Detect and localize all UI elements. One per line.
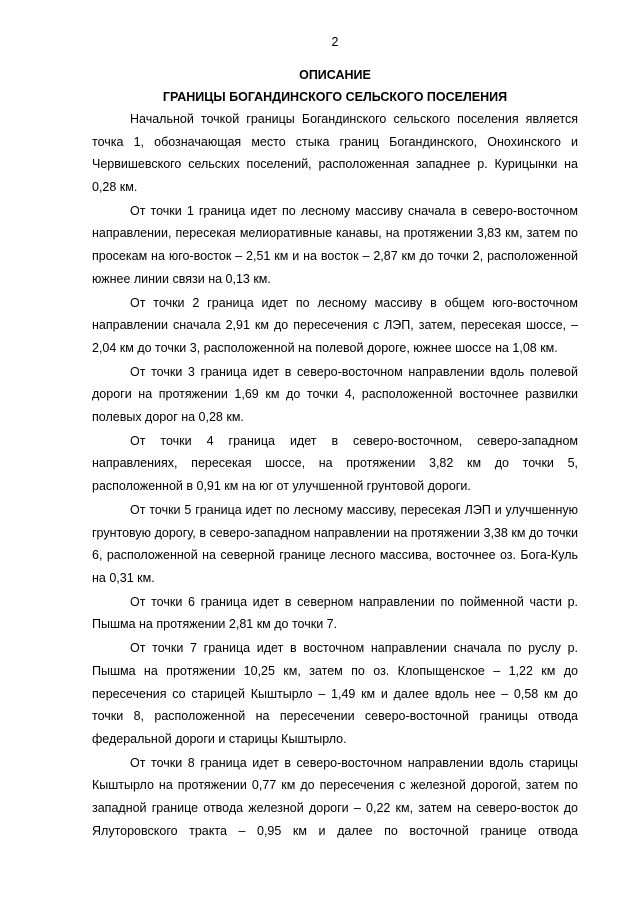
paragraph-point-7: От точки 7 граница идет в восточном направлении сначала по руслу р. Пышма на протяжении 10,25 км, затем по оз. Клопыщенское – 1,22 км до пересечения со старицей Кыштырло – 1,49 км и далее вдоль нее – 0,58 км до точки 8, расположенной на пересечении северо-восточной границы отвода федеральной дороги и старицы Кыштырло.: [92, 641, 578, 746]
document-title: ОПИСАНИЕ: [299, 68, 371, 82]
paragraph-point-8: От точки 8 граница идет в северо-восточном направлении вдоль старицы Кыштырло на протяжении 0,77 км до пересечения с железной дорогой, затем по западной границе отвода железной дороги – 0,22 км, затем на северо-восток до Ялуторовского тракта – 0,95 км и далее по восточной границе отвода: [92, 755, 578, 838]
document-page: [92, 34, 578, 842]
paragraph-point-1: От точки 1 граница идет по лесному массиву сначала в северо-восточном направлении, пересекая мелиоративные канавы, на протяжении 3,83 км, затем по просекам на юго-восток – 2,51 км и на восток – 2,87 км до точки 2, расположенной южнее линии связи на 0,13 км.: [92, 203, 578, 286]
paragraph-point-5: От точки 5 граница идет по лесному массиву, пересекая ЛЭП и улучшенную грунтовую дорогу, в северо-западном направлении на протяжении 3,38 км до точки 6, расположенной на северной границе лесного массива, восточнее оз. Бога-Куль на 0,31 км.: [92, 503, 578, 585]
document-subtitle: ГРАНИЦЫ БОГАНДИНСКОГО СЕЛЬСКОГО ПОСЕЛЕНИЯ: [162, 90, 508, 104]
paragraph-point-3: От точки 3 граница идет в северо-восточном направлении вдоль полевой дороги на протяжении 1,69 км до точки 4, расположенной восточнее развилки полевых дорог на 0,28 км.: [92, 364, 578, 424]
page-number: 2: [331, 35, 339, 49]
paragraph-starting-point: Начальной точкой границы Богандинского сельского поселения является точка 1, обозначающая место стыка границ Богандинского, Онохинского и Червишевского сельских поселений, расположенная западнее р. Курицынки на 0,28 км.: [92, 112, 578, 194]
paragraph-point-4: От точки 4 граница идет в северо-восточном, северо-западном направлениях, пересекая шоссе, на протяжении 3,82 км до точки 5, расположенной в 0,91 км на юг от улучшенной грунтовой дороги.: [92, 433, 578, 494]
paragraph-point-2: От точки 2 граница идет по лесному массиву в общем юго-восточном направлении сначала 2,91 км до пересечения с ЛЭП, затем, пересекая шоссе, – 2,04 км до точки 3, расположенной на полевой дороге, южнее шоссе на 1,08 км.: [92, 295, 578, 355]
paragraph-point-6: От точки 6 граница идет в северном направлении по пойменной части р. Пышма на протяжении 2,81 км до точки 7.: [92, 594, 578, 632]
